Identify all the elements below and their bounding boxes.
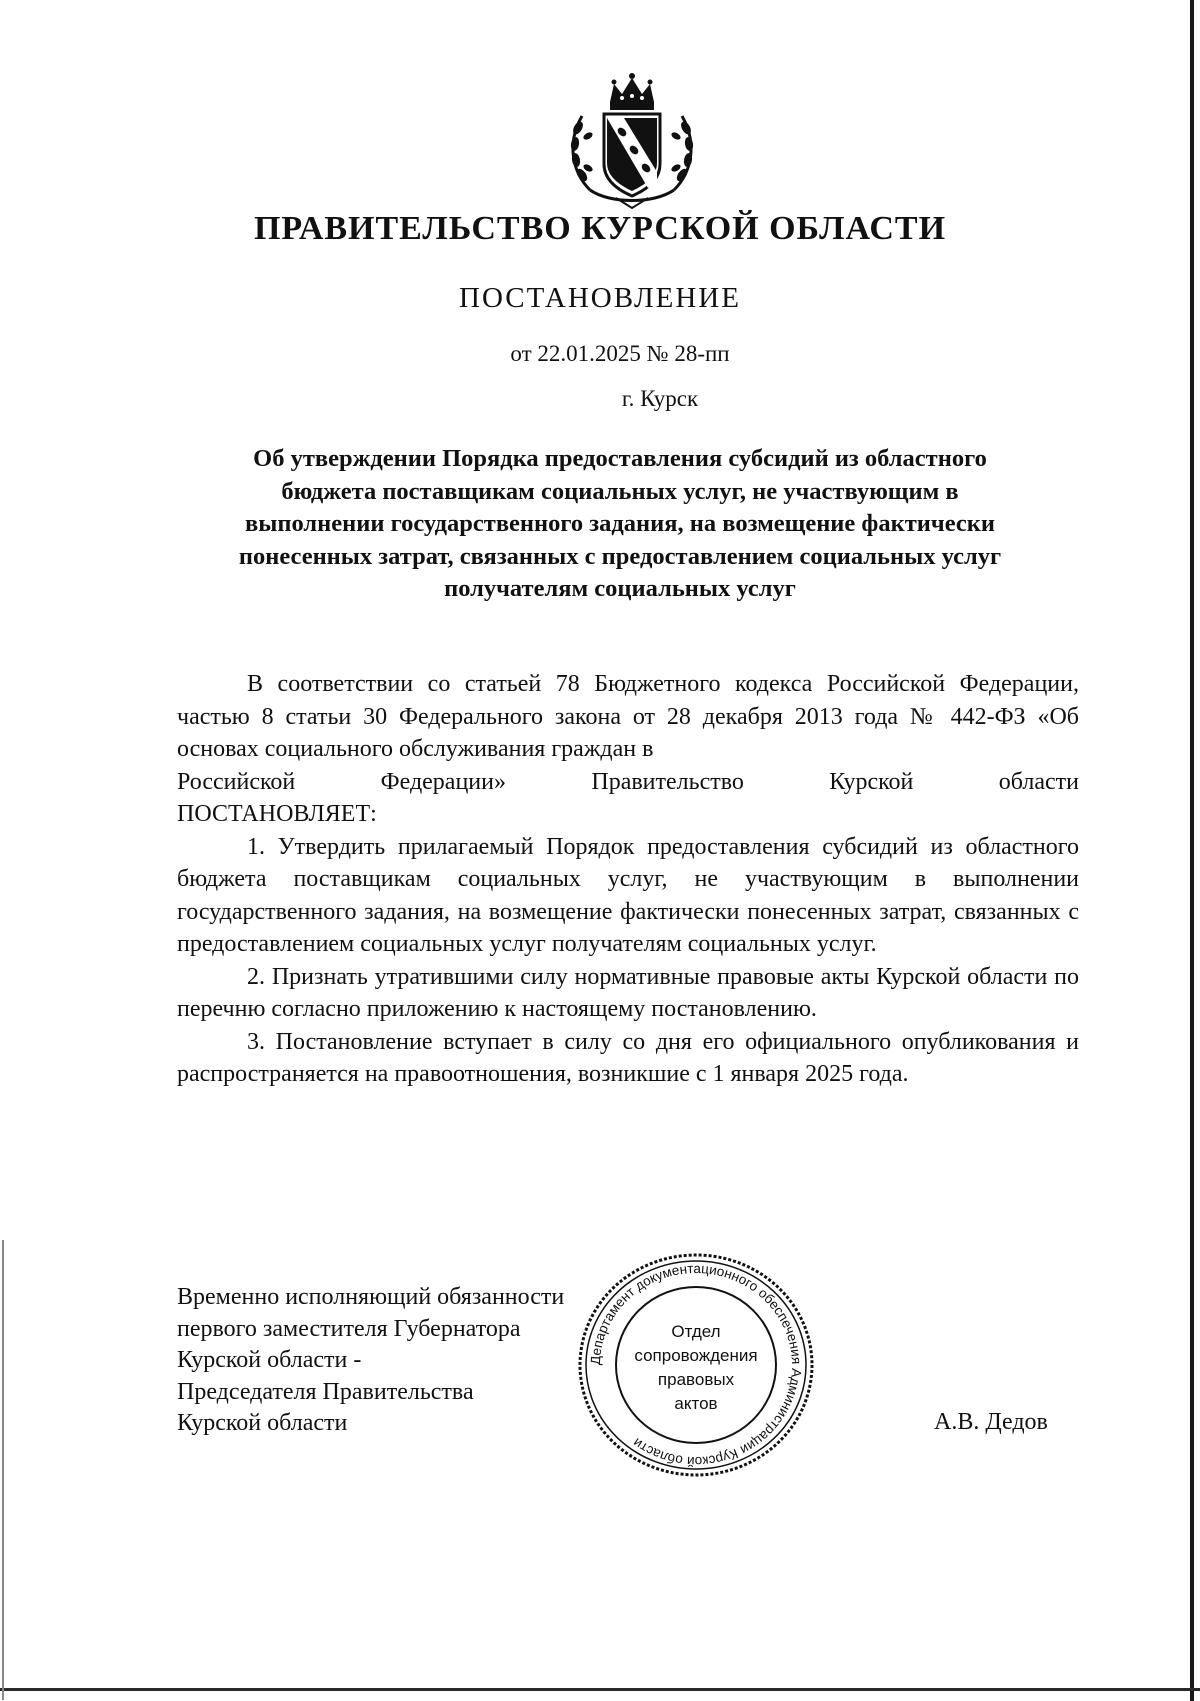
heading-line: получателям социальных услуг [444, 575, 796, 602]
heading-line: бюджета поставщикам социальных услуг, не участвующим в [281, 477, 959, 505]
item-2-paragraph: 2. Признать утратившими силу нормативные правовые акты Курской области по перечню согласно приложению к настоящему постановлению. [177, 963, 1079, 1022]
decree-word: ПОСТАНОВЛЯЕТ: [177, 801, 377, 827]
heading-line: Об утверждении Порядка предоставления субсидий из областного [253, 445, 987, 472]
scan-edge-bottom [0, 1688, 1200, 1691]
item-3-paragraph: 3. Постановление вступает в силу со дня его официального опубликования и распространяется на правоотношения, возникшие с 1 января 2025 года. [177, 1028, 1079, 1087]
signatory-name: А.В. Дедов [934, 1409, 1048, 1435]
stamp-ring-text: Департамент документационного обеспечения Администрации Курской области [587, 1260, 805, 1470]
coat-of-arms-icon [566, 72, 698, 212]
signatory-position-line: Курской области [177, 1410, 348, 1436]
signatory-position-line: Временно исполняющий обязанности [177, 1284, 565, 1310]
government-title: ПРАВИТЕЛЬСТВО КУРСКОЙ ОБЛАСТИ [253, 210, 947, 247]
stamp-center-line: правовых [657, 1370, 735, 1389]
heading-line: понесенных затрат, связанных с предоставлением социальных услуг [238, 542, 1002, 570]
document-city: г. Курск [621, 386, 699, 411]
scan-edge-left [2, 1240, 4, 1700]
signatory-position-line: Председателя Правительства [177, 1378, 474, 1405]
document-body [177, 668, 1079, 1091]
document-heading [180, 443, 1060, 606]
document-type: ПОСТАНОВЛЕНИЕ [459, 282, 741, 314]
signatory-position-line: Курской области - [177, 1347, 362, 1373]
stamp-center-line: Отдел [671, 1322, 721, 1341]
signatory-position-line: первого заместителя Губернатора [177, 1315, 521, 1342]
preamble-paragraph: В соответствии со статьей 78 Бюджетного кодекса Российской Федерации, частью 8 статьи 30 Федерального закона от 28 декабря 2013 года № 442-ФЗ «Об основах социального обслуживания граждан в [177, 671, 1079, 762]
stamp-center-line: актов [674, 1394, 718, 1413]
document-number: от 22.01.2025 № 28-пп [510, 341, 730, 366]
heading-line: выполнении государственного задания, на возмещение фактически [245, 510, 995, 537]
item-1-paragraph: 1. Утвердить прилагаемый Порядок предоставления субсидий из областного бюджета поставщикам социальных услуг, не участвующим в выполнении государственного задания, на возмещение фактически понесенных затрат, связанных с предоставлением социальных услуг получателям социальных услуг. [177, 833, 1079, 957]
preamble-last-line: Российской Федерации» Правительство Курской области [177, 768, 1079, 795]
scan-edge-right [1190, 0, 1194, 1701]
stamp-center-line: сопровождения [634, 1346, 758, 1365]
